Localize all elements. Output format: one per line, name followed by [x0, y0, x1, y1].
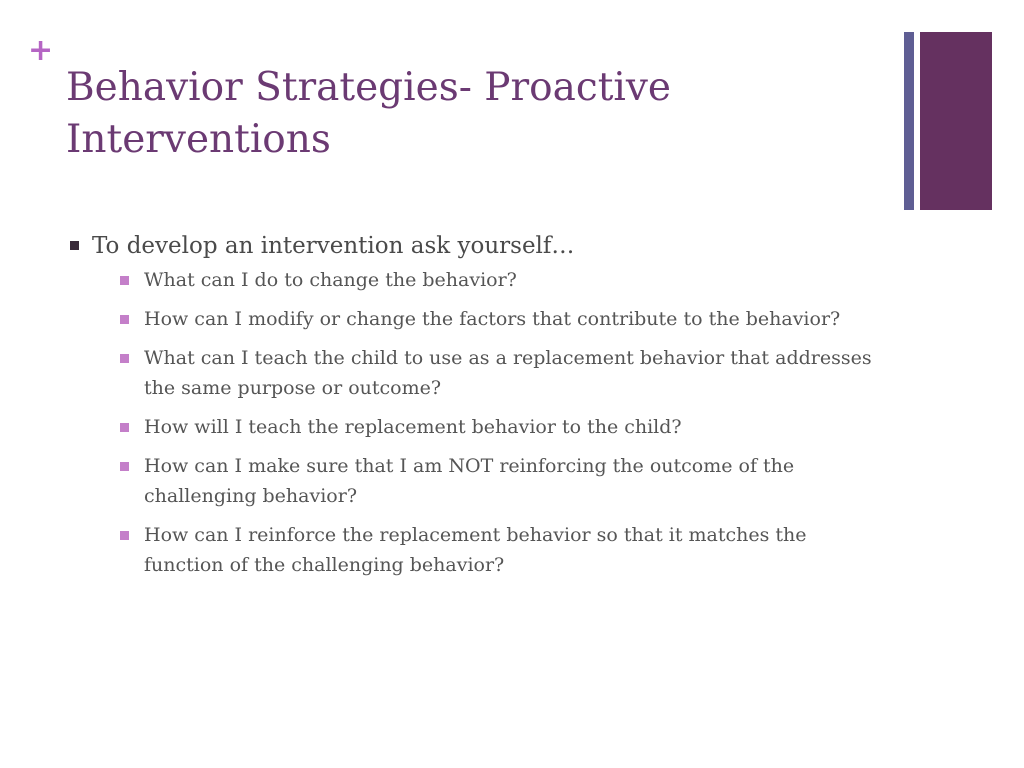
question-item: [92, 265, 886, 295]
square-bullet-icon: [70, 241, 79, 250]
question-text: How can I reinforce the replacement behavior so that it matches the function of the challenging behavior?: [144, 524, 807, 576]
question-text: What can I teach the child to use as a replacement behavior that addresses the same purpose or outcome?: [144, 347, 872, 399]
accent-bar-thin: [904, 32, 914, 210]
bullet-intro-text: To develop an intervention ask yourself…: [92, 233, 575, 259]
question-text: How can I modify or change the factors that contribute to the behavior?: [144, 308, 841, 330]
slide-title: Behavior Strategies- Proactive Interventions: [66, 65, 671, 162]
question-item: [92, 304, 886, 334]
square-bullet-icon: [120, 354, 129, 363]
question-list: [92, 265, 886, 580]
square-bullet-icon: [120, 462, 129, 471]
question-item: [92, 520, 886, 580]
accent-bar-wide: [920, 32, 992, 210]
square-bullet-icon: [120, 531, 129, 540]
square-bullet-icon: [120, 276, 129, 285]
question-item: [92, 343, 886, 403]
bullet-intro: [66, 227, 886, 580]
question-text: How will I teach the replacement behavior to the child?: [144, 416, 682, 438]
question-item: [92, 451, 886, 511]
plus-mark: +: [28, 33, 54, 68]
question-item: [92, 412, 886, 442]
square-bullet-icon: [120, 423, 129, 432]
question-text: What can I do to change the behavior?: [144, 269, 517, 291]
square-bullet-icon: [120, 315, 129, 324]
question-text: How can I make sure that I am NOT reinforcing the outcome of the challenging behavior?: [144, 455, 795, 507]
content-list: [66, 227, 886, 589]
